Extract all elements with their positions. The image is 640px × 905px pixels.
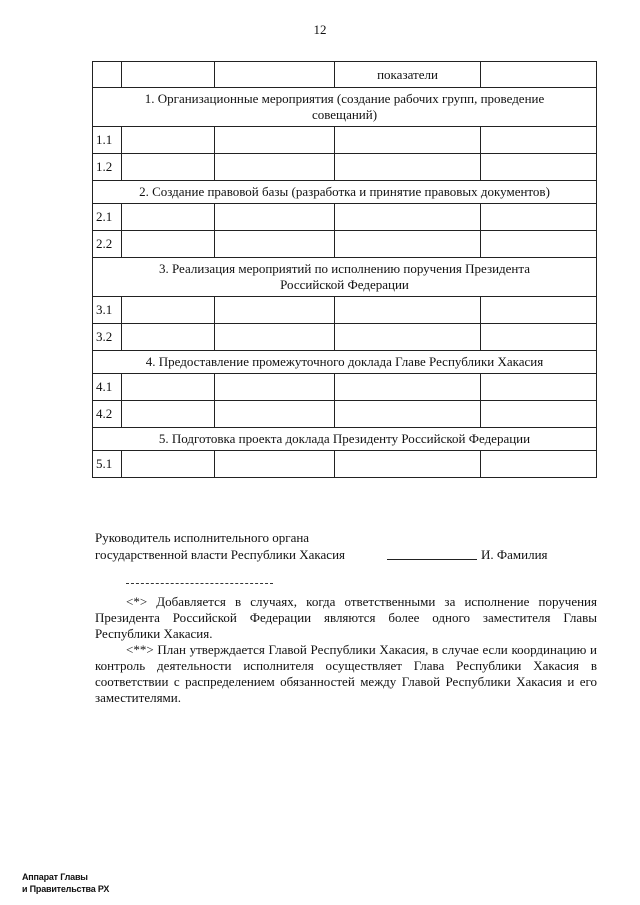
- table-row: [93, 297, 597, 324]
- plan-table: [92, 61, 597, 478]
- row-number: 3.1: [93, 297, 122, 324]
- table-cell: [122, 297, 215, 324]
- signatory-name: И. Фамилия: [481, 547, 548, 562]
- table-cell: [215, 127, 335, 154]
- table-cell: [481, 127, 597, 154]
- table-cell: [122, 154, 215, 181]
- row-number: 4.2: [93, 401, 122, 428]
- header-cell: показатели: [335, 62, 481, 88]
- table-cell: [122, 401, 215, 428]
- table-cell: [481, 324, 597, 351]
- table-cell: [335, 127, 481, 154]
- table-row: [93, 401, 597, 428]
- row-number: 5.1: [93, 451, 122, 478]
- section-row: [93, 351, 597, 374]
- table-cell: [215, 231, 335, 258]
- header-cell: [215, 62, 335, 88]
- table-cell: [122, 204, 215, 231]
- stamp-line-2: и Правительства РХ: [22, 884, 110, 894]
- stamp-line-1: Аппарат Главы: [22, 872, 88, 882]
- section-row: [93, 181, 597, 204]
- table-cell: [122, 324, 215, 351]
- table-cell: [215, 401, 335, 428]
- row-number: 1.1: [93, 127, 122, 154]
- table-cell: [122, 231, 215, 258]
- table-cell: [335, 297, 481, 324]
- row-number: 2.2: [93, 231, 122, 258]
- table-cell: [215, 204, 335, 231]
- table-cell: [481, 154, 597, 181]
- signature-line: [387, 559, 477, 560]
- table-cell: [481, 451, 597, 478]
- table-row: [93, 204, 597, 231]
- footnote-divider: [126, 583, 273, 584]
- table-cell: [215, 154, 335, 181]
- table-cell: [335, 401, 481, 428]
- office-stamp: [22, 871, 109, 895]
- section-title: 2. Создание правовой базы (разработка и принятие правовых документов): [93, 181, 597, 204]
- section-row: [93, 258, 597, 297]
- table-row: [93, 374, 597, 401]
- page-number: 12: [313, 22, 327, 37]
- header-cell: [481, 62, 597, 88]
- section-title: 4. Предоставление промежуточного доклада Главе Республики Хакасия: [93, 351, 597, 374]
- footnote-1: <*> Добавляется в случаях, когда ответственными за исполнение поручения Президента Российской Федерации являются более одного заместителя Главы Республики Хакасия.: [95, 594, 597, 641]
- footnote-2: <**> План утверждается Главой Республики Хакасия, в случае если координацию и контроль деятельности исполнителя осуществляет Глава Республики Хакасия в соответствии с распределением обязанностей между Главой Республики Хакасия и его заместителями.: [95, 642, 597, 705]
- table-cell: [481, 401, 597, 428]
- table-cell: [122, 451, 215, 478]
- table-row: [93, 154, 597, 181]
- table-cell: [215, 297, 335, 324]
- table-cell: [215, 324, 335, 351]
- table-cell: [122, 127, 215, 154]
- section-title: 5. Подготовка проекта доклада Президенту Российской Федерации: [93, 428, 597, 451]
- table-cell: [481, 231, 597, 258]
- header-cell: [93, 62, 122, 88]
- table-row: [93, 231, 597, 258]
- table-cell: [335, 451, 481, 478]
- section-row: [93, 88, 597, 127]
- table-cell: [481, 204, 597, 231]
- signature-position-line1: Руководитель исполнительного органа: [95, 530, 310, 545]
- table-cell: [215, 451, 335, 478]
- table-row: [93, 127, 597, 154]
- signature-position-line2: государственной власти Республики Хакасия: [95, 547, 346, 562]
- section-title: 3. Реализация мероприятий по исполнению поручения Президента Российской Федерации: [93, 258, 597, 297]
- table-cell: [122, 374, 215, 401]
- table-cell: [335, 231, 481, 258]
- table-cell: [335, 374, 481, 401]
- row-number: 1.2: [93, 154, 122, 181]
- table-cell: [335, 204, 481, 231]
- table-cell: [335, 154, 481, 181]
- row-number: 3.2: [93, 324, 122, 351]
- table-cell: [335, 324, 481, 351]
- header-cell: [122, 62, 215, 88]
- table-header-row: [93, 62, 597, 88]
- row-number: 4.1: [93, 374, 122, 401]
- table-cell: [215, 374, 335, 401]
- table-row: [93, 451, 597, 478]
- signature-block: [95, 529, 605, 563]
- section-row: [93, 428, 597, 451]
- table-row: [93, 324, 597, 351]
- table-cell: [481, 374, 597, 401]
- section-title: 1. Организационные мероприятия (создание рабочих групп, проведение совещаний): [93, 88, 597, 127]
- row-number: 2.1: [93, 204, 122, 231]
- table-cell: [481, 297, 597, 324]
